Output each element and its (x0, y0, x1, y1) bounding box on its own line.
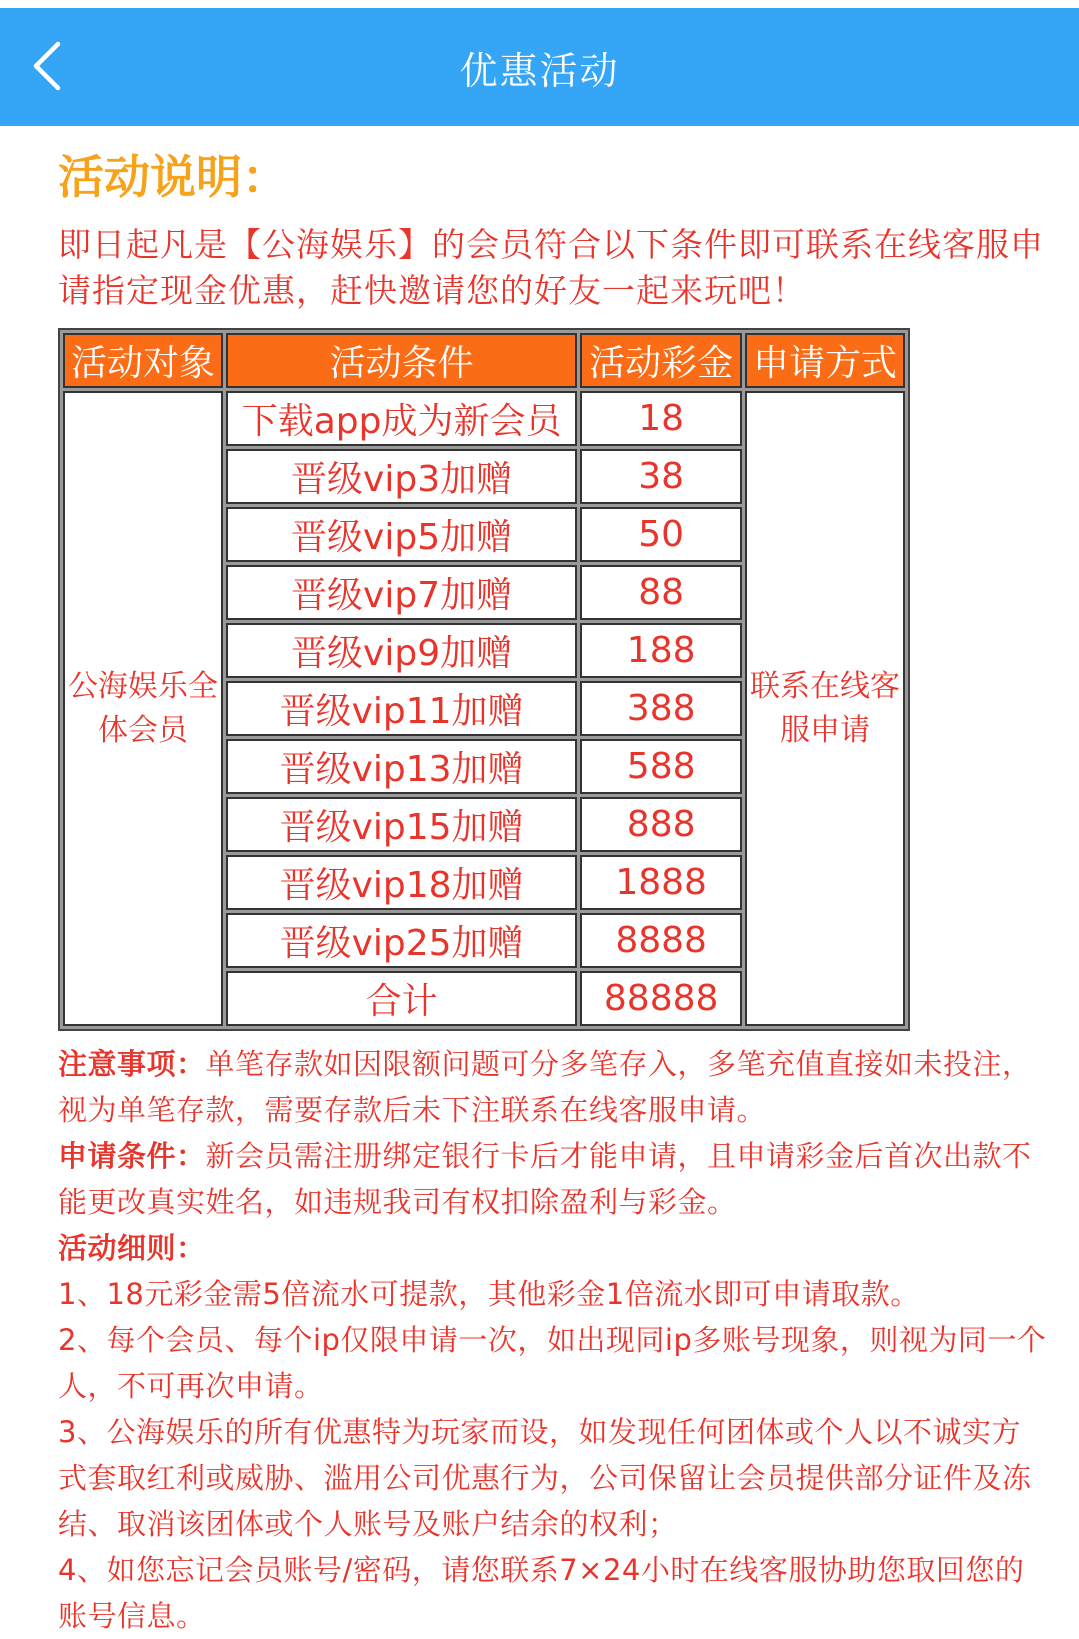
promo-table (58, 328, 910, 1031)
condition-cell: 晋级vip13加赠 (226, 739, 577, 794)
condition-cell: 晋级vip15加赠 (226, 797, 577, 852)
condition-cell: 晋级vip5加赠 (226, 507, 577, 562)
condition-cell: 晋级vip25加赠 (226, 913, 577, 968)
bonus-cell: 88 (580, 565, 742, 620)
bonus-cell: 588 (580, 739, 742, 794)
bonus-cell: 388 (580, 681, 742, 736)
apply-paragraph (58, 1133, 1048, 1225)
bonus-cell: 38 (580, 449, 742, 504)
nav-bar (0, 8, 1079, 126)
header-target: 活动对象 (63, 333, 223, 388)
condition-cell: 晋级vip18加赠 (226, 855, 577, 910)
rule-item: 1、18元彩金需5倍流水可提款，其他彩金1倍流水即可申请取款。 (58, 1277, 920, 1311)
attention-text: 单笔存款如因限额问题可分多笔存入，多笔充值直接如未投注，视为单笔存款，需要存款后未下注联系在线客服申请。 (58, 1047, 1032, 1127)
apply-text: 新会员需注册绑定银行卡后才能申请，且申请彩金后首次出款不能更改真实姓名，如违规我司有权扣除盈利与彩金。 (58, 1139, 1032, 1219)
condition-cell: 晋级vip9加赠 (226, 623, 577, 678)
condition-cell: 下载app成为新会员 (226, 391, 577, 446)
header-method: 申请方式 (745, 333, 905, 388)
header-condition: 活动条件 (226, 333, 577, 388)
rule-item: 2、每个会员、每个ip仅限申请一次，如出现同ip多账号现象，则视为同一个人，不可再次申请。 (58, 1323, 1047, 1403)
rule-item: 4、如您忘记会员账号/密码，请您联系7×24小时在线客服协助您取回您的账号信息。 (58, 1553, 1025, 1633)
attention-paragraph (58, 1041, 1048, 1133)
bonus-cell: 1888 (580, 855, 742, 910)
bonus-cell: 8888 (580, 913, 742, 968)
condition-cell: 晋级vip11加赠 (226, 681, 577, 736)
attention-label: 注意事项： (58, 1047, 206, 1081)
bonus-cell: 18 (580, 391, 742, 446)
status-strip (0, 0, 1079, 8)
bonus-cell: 50 (580, 507, 742, 562)
apply-label: 申请条件： (58, 1139, 206, 1173)
chevron-left-icon[interactable] (20, 30, 84, 102)
condition-cell: 晋级vip7加赠 (226, 565, 577, 620)
promo-content (58, 140, 1048, 1639)
notes-section (58, 1041, 1048, 1639)
section-title: 活动说明： (58, 150, 288, 204)
total-label-cell: 合计 (226, 971, 577, 1026)
rules-label: 活动细则： (58, 1231, 206, 1265)
bonus-cell: 188 (580, 623, 742, 678)
header-bonus: 活动彩金 (580, 333, 742, 388)
bonus-cell: 888 (580, 797, 742, 852)
method-cell: 联系在线客服申请 (745, 391, 905, 1026)
target-cell: 公海娱乐全体会员 (63, 391, 223, 1026)
table-row (63, 391, 905, 446)
total-bonus-cell: 88888 (580, 971, 742, 1026)
table-header-row (63, 333, 905, 388)
rule-item: 3、公海娱乐的所有优惠特为玩家而设，如发现任何团体或个人以不诚实方式套取红利或威胁、滥用公司优惠行为，公司保留让会员提供部分证件及冻结、取消该团体或个人账号及账户结余的权利； (58, 1415, 1032, 1541)
condition-cell: 晋级vip3加赠 (226, 449, 577, 504)
page-title: 优惠活动 (459, 48, 620, 93)
intro-text: 即日起凡是【公海娱乐】的会员符合以下条件即可联系在线客服申请指定现金优惠，赶快邀请您的好友一起来玩吧！ (58, 225, 1044, 310)
